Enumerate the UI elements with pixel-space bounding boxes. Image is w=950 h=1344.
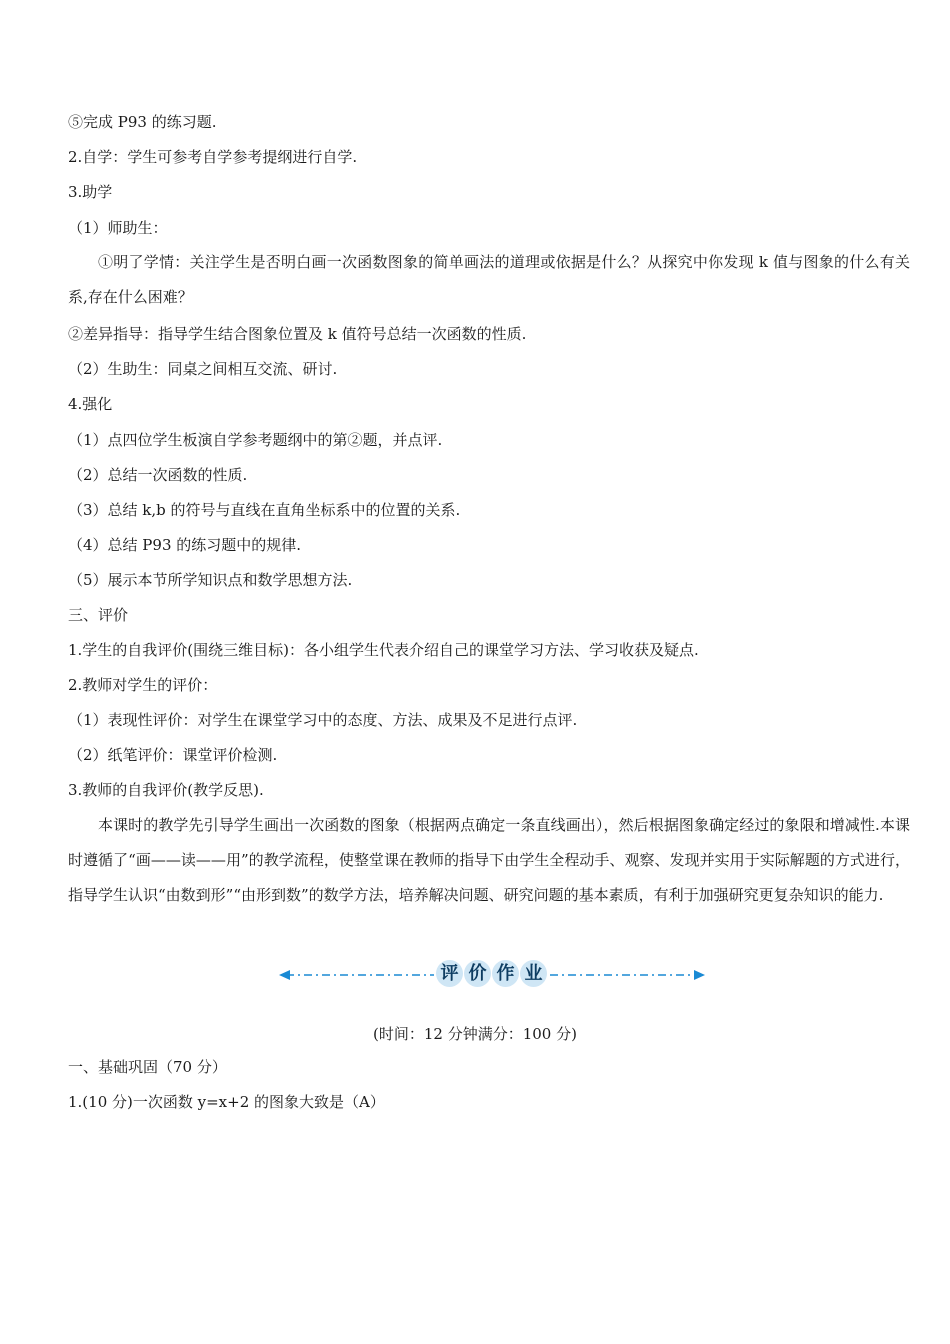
text-line: （2）纸笔评价：课堂评价检测. [68, 746, 278, 764]
arrow-left-icon [279, 970, 290, 980]
text-line: 3.助学 [68, 183, 113, 201]
paragraph-learning-situation: ①明了学情：关注学生是否明白画一次函数图象的简单画法的道理或依据是什么？从探究中你发现 k 值与图象的什么有关系,存在什么困难？ [68, 253, 910, 306]
question-1: 1.(10 分)一次函数 y=x+2 的图象大致是（A） [68, 1093, 385, 1111]
text-line: ⑤完成 P93 的练习题. [68, 113, 217, 131]
text-line: （2）总结一次函数的性质. [68, 466, 248, 484]
text-line: （5）展示本节所学知识点和数学思想方法. [68, 571, 353, 589]
text-line: 2.教师对学生的评价： [68, 676, 218, 694]
banner-char: 评 [436, 960, 463, 987]
text-line: （4）总结 P93 的练习题中的规律. [68, 536, 302, 554]
text-line: 3.教师的自我评价(教学反思). [68, 781, 264, 799]
homework-banner [278, 960, 706, 990]
text-line: （2）生助生：同桌之间相互交流、研讨. [68, 360, 338, 378]
text-line: 2.自学：学生可参考自学参考提纲进行自学. [68, 148, 358, 166]
banner-char: 作 [492, 960, 519, 987]
paragraph-reflection: 本课时的教学先引导学生画出一次函数的图象（根据两点确定一条直线画出），然后根据图象确定经过的象限和增减性.本课时遵循了“画——读——用”的教学流程，使整堂课在教师的指导下由学生全程动手、观察、发现并实用于实际解题的方式进行，指导学生认识“由数到形”“由形到数”的数学方法，培养解决问题、研究问题的基本素质，有利于加强研究更复杂知识的能力. [68, 816, 910, 904]
time-info: (时间：12 分钟满分：100 分) [373, 1025, 577, 1043]
section-heading: 三、评价 [68, 606, 129, 624]
text-line: （1）点四位学生板演自学参考题纲中的第②题，并点评. [68, 431, 443, 449]
text-line: 4.强化 [68, 395, 113, 413]
arrow-right-icon [694, 970, 705, 980]
banner-char: 业 [520, 960, 547, 987]
text-line: （1）师助生： [68, 219, 168, 237]
text-line: （3）总结 k,b 的符号与直线在直角坐标系中的位置的关系. [68, 501, 461, 519]
text-line: ②差异指导：指导学生结合图象位置及 k 值符号总结一次函数的性质. [68, 325, 527, 343]
banner-char: 价 [464, 960, 491, 987]
text-line: （1）表现性评价：对学生在课堂学习中的态度、方法、成果及不足进行点评. [68, 711, 578, 729]
section-heading: 一、基础巩固（70 分） [68, 1058, 227, 1076]
text-line: 1.学生的自我评价(围绕三维目标)：各小组学生代表介绍自己的课堂学习方法、学习收获及疑点. [68, 641, 699, 659]
